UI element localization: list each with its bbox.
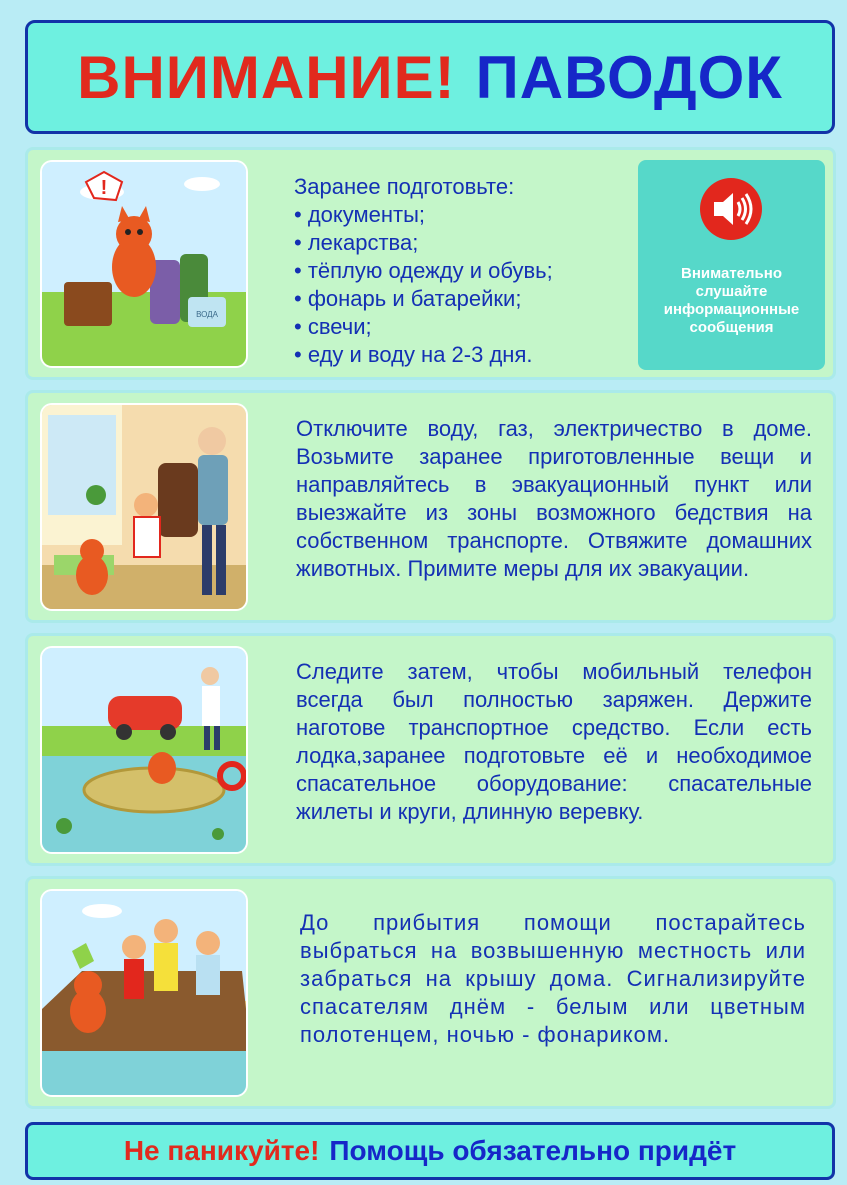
title-attention: ВНИМАНИЕ! xyxy=(77,43,456,111)
header-banner xyxy=(25,20,835,134)
panel-prepare xyxy=(25,147,836,380)
info-notice xyxy=(638,160,825,370)
illustration-rooftop xyxy=(42,891,246,1095)
footer-help-coming: Помощь обязательно придёт xyxy=(329,1135,737,1166)
speaker-icon xyxy=(700,178,762,240)
info-message: Внимательно слушайте информационные сообщения xyxy=(663,265,800,336)
panel-rooftop xyxy=(25,876,836,1109)
illustration-boat xyxy=(42,648,246,852)
prepare-list xyxy=(294,173,624,369)
prepare-heading: Заранее подготовьте: xyxy=(294,174,515,199)
panel-evacuate xyxy=(25,390,836,623)
illustration-packing xyxy=(42,162,246,366)
svg-text:!: ! xyxy=(100,177,108,199)
list-item: • фонарь и батарейки; xyxy=(294,286,522,311)
list-item: • свечи; xyxy=(294,314,372,339)
illustration-evacuation xyxy=(42,405,246,609)
list-item: • тёплую одежду и обувь; xyxy=(294,258,553,283)
illustration-water-label: ВОДА xyxy=(196,310,218,319)
footer-banner xyxy=(25,1122,835,1180)
list-item: • документы; xyxy=(294,202,426,227)
list-item: • еду и воду на 2-3 дня. xyxy=(294,342,533,367)
evacuate-text: Отключите воду, газ, электричество в доме. Возьмите заранее приготовленные вещи и направляйтесь в эвакуационный пункт или выезжайте из зоны возможного бедствия на собственном транспорте. Отвяжите домашних животных. Примите меры для их эвакуации. xyxy=(296,416,812,581)
footer-dont-panic: Не паникуйте! xyxy=(123,1135,320,1166)
transport-text: Следите затем, чтобы мобильный телефон всегда был полностью заряжен. Держите наготове транспортное средство. Если есть лодка,заранее подготовьте её и необходимое спасательное оборудование: спасательные жилеты и круги, длинную веревку. xyxy=(296,659,812,824)
title-flood: ПАВОДОК xyxy=(475,43,783,111)
panel-transport xyxy=(25,633,836,866)
list-item: • лекарства; xyxy=(294,230,419,255)
rooftop-text: До прибытия помощи постарайтесь выбраться на возвышенную местность или забраться на крышу дома. Сигнализируйте спасателям днём - белым или цветным полотенцем, ночью - фонариком. xyxy=(300,910,806,1047)
